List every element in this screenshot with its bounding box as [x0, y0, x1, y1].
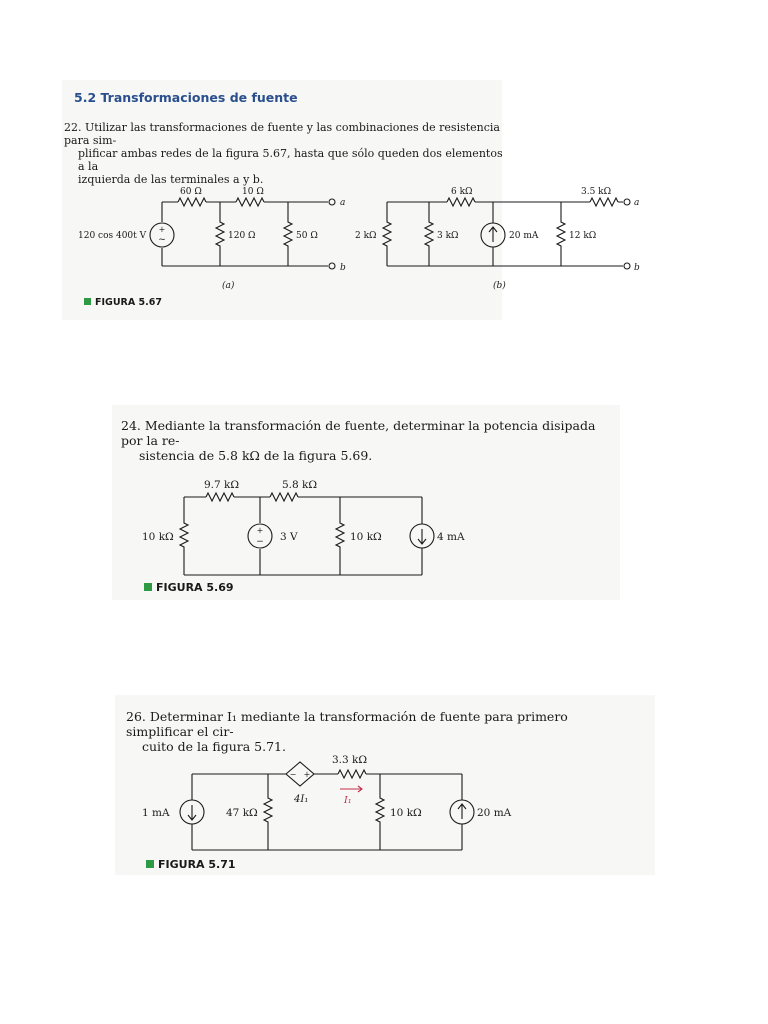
figure-5-69-caption — [144, 581, 234, 594]
figure-5-69-caption-text: FIGURA 5.69 — [156, 581, 234, 594]
figure-5-71-caption-text: FIGURA 5.71 — [158, 858, 236, 871]
figure-5-71-caption — [146, 858, 236, 871]
resistor-3-5k — [590, 198, 618, 206]
current-arrow-icon — [340, 786, 362, 792]
problem-22-line-1: 22. Utilizar las transformaciones de fuente y las combinaciones de resistencia para sim- — [64, 121, 500, 147]
terminal-b — [624, 263, 630, 269]
label-60-ohm: 60 Ω — [180, 187, 202, 197]
label-3k: 3 kΩ — [437, 231, 459, 241]
svg-text:~: ~ — [158, 235, 166, 245]
resistor-3k — [425, 202, 433, 266]
label-terminal-a: a — [340, 198, 346, 208]
arrow-down-icon — [418, 529, 426, 544]
label-3-5k: 3.5 kΩ — [581, 187, 612, 197]
problem-22-text — [64, 121, 504, 186]
label-4ma: 4 mA — [437, 531, 465, 543]
svg-text:+: + — [303, 770, 311, 779]
figure-5-67-caption-text: FIGURA 5.67 — [95, 297, 162, 308]
label-terminal-b: b — [634, 263, 640, 273]
resistor-47k — [264, 774, 272, 850]
label-3v: 3 V — [280, 531, 298, 543]
figure-5-67-caption — [84, 297, 162, 308]
label-20ma: 20 mA — [477, 807, 512, 819]
resistor-12k — [557, 202, 565, 266]
label-10k: 10 kΩ — [390, 807, 422, 819]
problem-24-text — [121, 418, 611, 463]
label-12k: 12 kΩ — [569, 231, 597, 241]
label-current-i1: I₁ — [344, 795, 352, 806]
terminal-a — [624, 199, 630, 205]
resistor-3-3k — [338, 770, 366, 778]
problem-22-line-2: plificar ambas redes de la figura 5.67, hasta que sólo queden dos elementos a la — [78, 147, 503, 173]
resistor-9-7k — [206, 493, 234, 501]
label-sub-a: (a) — [222, 281, 235, 291]
figure-5-69-circuit — [140, 475, 480, 585]
terminal-b — [329, 263, 335, 269]
label-10k-left: 10 kΩ — [142, 531, 174, 543]
caption-square-icon — [144, 583, 152, 591]
resistor-5-8k — [270, 493, 298, 501]
resistor-50-ohm — [284, 202, 292, 266]
arrow-up-icon — [489, 227, 497, 242]
label-terminal-a: a — [634, 198, 640, 208]
label-10k-right: 10 kΩ — [350, 531, 382, 543]
label-2k: 2 kΩ — [355, 231, 377, 241]
problem-26-text — [126, 709, 636, 754]
section-heading: 5.2 Transformaciones de fuente — [74, 90, 298, 105]
arrow-down-icon — [188, 805, 196, 820]
label-6k: 6 kΩ — [451, 187, 473, 197]
caption-square-icon — [146, 860, 154, 868]
svg-text:+: + — [256, 526, 264, 535]
problem-24-line-1: 24. Mediante la transformación de fuente, determinar la potencia disipada por la re- — [121, 418, 596, 448]
label-3-3k: 3.3 kΩ — [332, 754, 368, 766]
problem-24-line-2: sistencia de 5.8 kΩ de la figura 5.69. — [139, 448, 373, 463]
terminal-a — [329, 199, 335, 205]
figure-5-67a-circuit — [70, 180, 370, 300]
svg-text:−: − — [256, 537, 264, 547]
problem-26-line-1: 26. Determinar I₁ mediante la transformación de fuente para primero simplificar el cir- — [126, 709, 568, 739]
problem-26-line-2: cuito de la figura 5.71. — [142, 739, 286, 754]
resistor-6k — [447, 198, 475, 206]
caption-square-icon — [84, 298, 91, 305]
label-terminal-b: b — [340, 263, 346, 273]
figure-5-71-circuit — [140, 752, 540, 862]
label-dep-source: 4I₁ — [294, 794, 309, 805]
label-47k: 47 kΩ — [226, 807, 258, 819]
problem-22-line-3: izquierda de las terminales a y b. — [78, 173, 264, 186]
resistor-60-ohm — [178, 198, 206, 206]
label-120-ohm: 120 Ω — [228, 231, 256, 241]
resistor-10k — [376, 774, 384, 850]
svg-text:−: − — [289, 770, 297, 779]
label-9-7k: 9.7 kΩ — [204, 479, 240, 491]
label-50-ohm: 50 Ω — [296, 231, 318, 241]
label-5-8k: 5.8 kΩ — [282, 479, 318, 491]
resistor-2k — [383, 202, 391, 266]
label-1ma: 1 mA — [142, 807, 170, 819]
resistor-10-ohm — [236, 198, 264, 206]
label-ac-source: 120 cos 400t V — [78, 231, 147, 241]
svg-text:+: + — [158, 225, 166, 234]
figure-5-67b-circuit — [355, 180, 640, 300]
label-20ma: 20 mA — [509, 231, 539, 241]
arrow-up-icon — [458, 804, 466, 819]
resistor-10k-left — [180, 497, 188, 575]
resistor-10k-right — [336, 497, 344, 575]
label-10-ohm: 10 Ω — [242, 187, 264, 197]
label-sub-b: (b) — [493, 281, 506, 291]
resistor-120-ohm — [216, 202, 224, 266]
